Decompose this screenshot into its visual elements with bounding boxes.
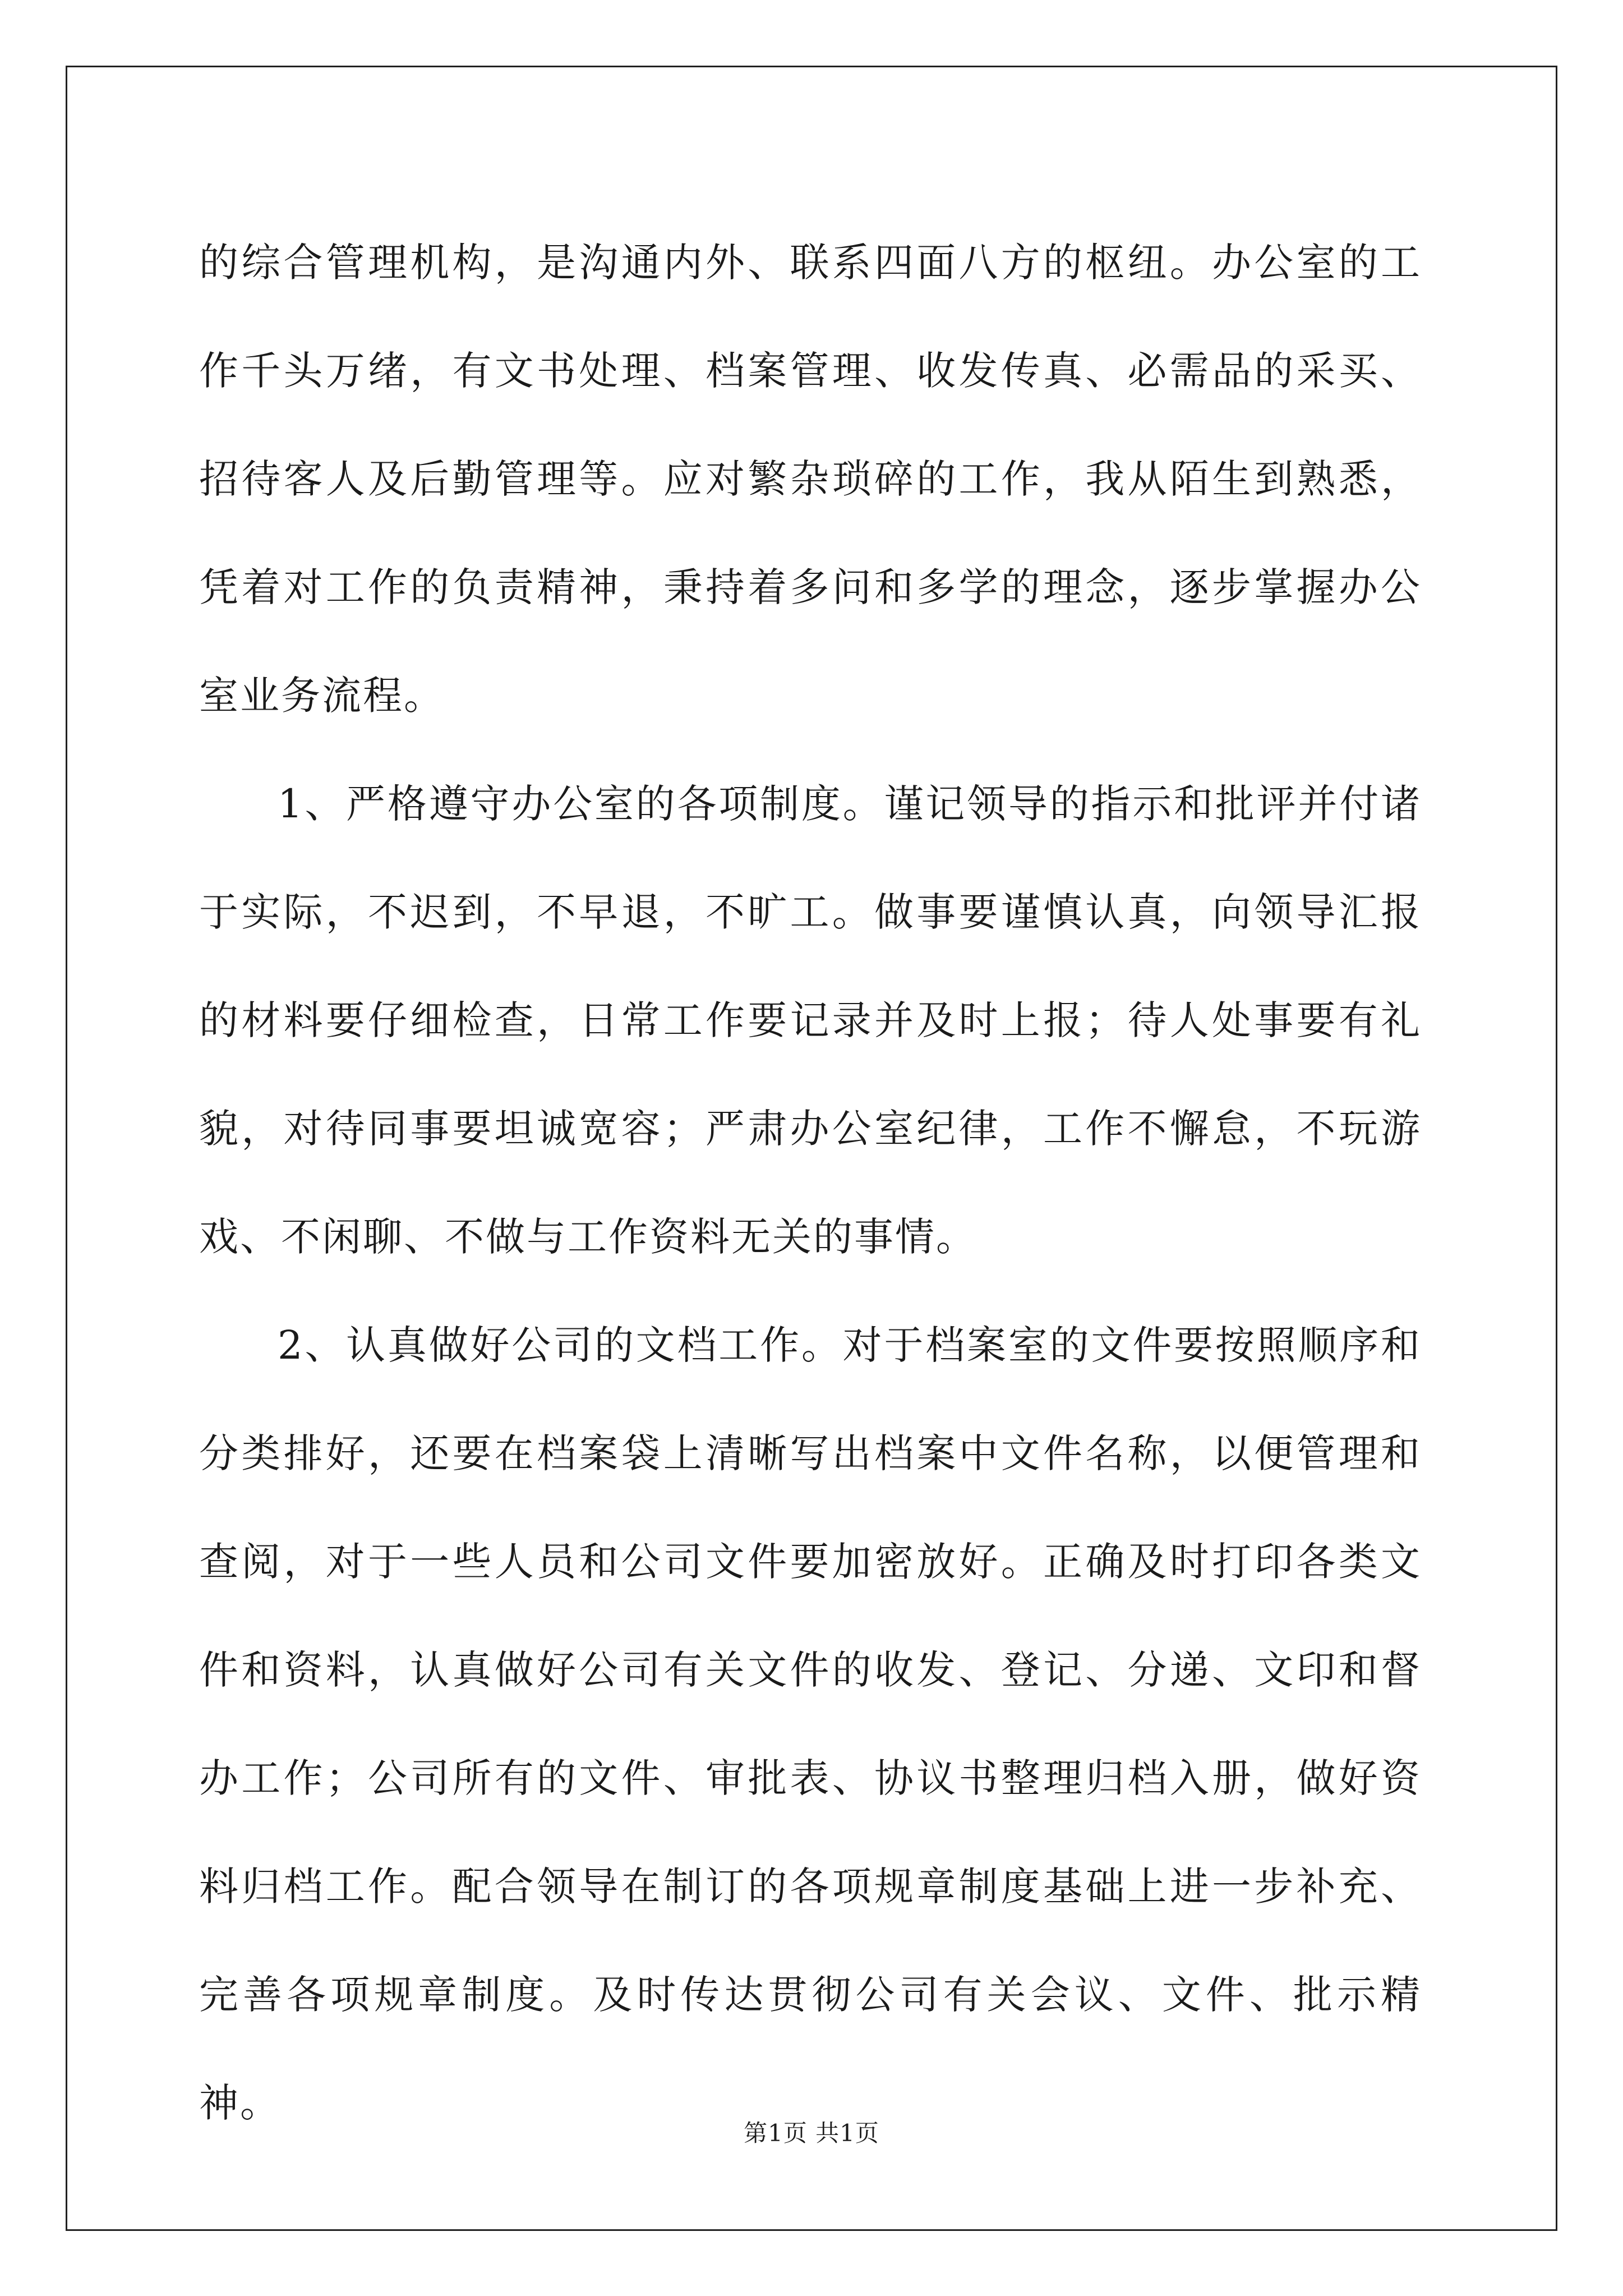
paragraph-intro: 的综合管理机构，是沟通内外、联系四面八方的枢纽。办公室的工作千头万绪，有文书处理、档案管理、收发传真、必需品的采买、招待客人及后勤管理等。应对繁杂琐碎的工作，我从陌生到熟悉，凭着对工作的负责精神，秉持着多问和多学的理念，逐步掌握办公室业务流程。: [199, 240, 1422, 719]
paragraph-item-1: 1、严格遵守办公室的各项制度。谨记领导的指示和批评并付诸于实际，不迟到，不早退，不旷工。做事要谨慎认真，向领导汇报的材料要仔细检查，日常工作要记录并及时上报；待人处事要有礼貌，对待同事要坦诚宽容；严肃办公室纪律，工作不懈怠，不玩游戏、不闲聊、不做与工作资料无关的事情。: [199, 781, 1422, 1260]
paragraph-item-2: 2、认真做好公司的文档工作。对于档案室的文件要按照顺序和分类排好，还要在档案袋上清晰写出档案中文件名称，以便管理和查阅，对于一些人员和公司文件要加密放好。正确及时打印各类文件和资料，认真做好公司有关文件的收发、登记、分递、文印和督办工作；公司所有的文件、审批表、协议书整理归档入册，做好资料归档工作。配合领导在制订的各项规章制度基础上进一步补充、完善各项规章制度。及时传达贯彻公司有关会议、文件、批示精神。: [199, 1322, 1422, 2126]
page-footer: 第1页 共1页: [744, 2119, 879, 2147]
document-body: [199, 209, 1422, 2157]
